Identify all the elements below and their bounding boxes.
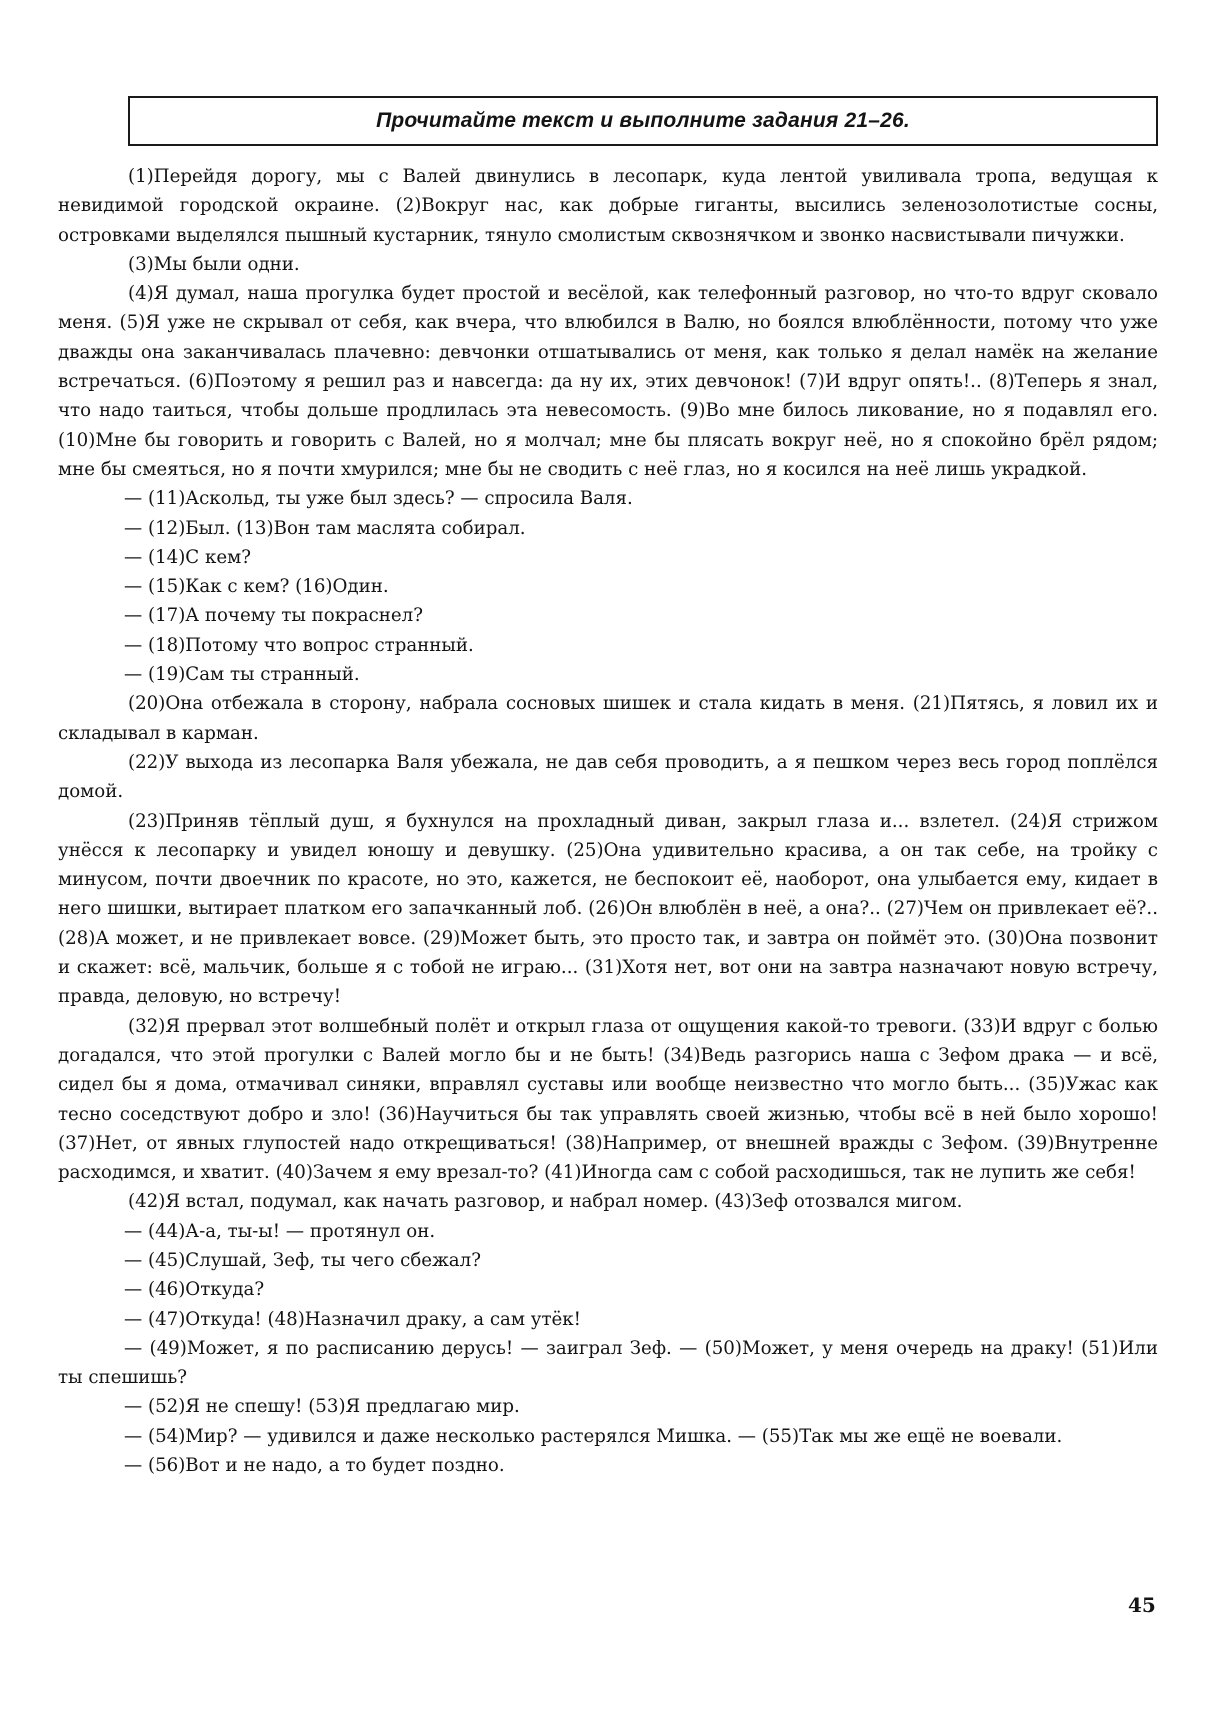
dialogue-line: — (45)Слушай, Зеф, ты чего сбежал?: [124, 1249, 481, 1271]
dialogue-line: — (17)А почему ты покраснел?: [124, 605, 423, 627]
dialogue-line: — (14)С кем?: [124, 546, 252, 568]
dialogue-line: — (49)Может, я по расписанию дерусь! — заиграл Зеф. — (50)Может, у меня очередь на драку! (51)Или ты спешишь?: [58, 1337, 1158, 1389]
dialogue-line: — (15)Как с кем? (16)Один.: [124, 576, 389, 598]
task-header-box: [128, 96, 1158, 146]
paragraph: (32)Я прервал этот волшебный полёт и открыл глаза от ощущения какой-то тревоги. (33)И вдруг с болью догадался, что этой прогулки с Валей могло бы и не быть! (34)Ведь разгорись наша с Зефом драка — и всё, сидел бы я дома, отмачивал синяки, вправлял суставы или вообще неизвестно что могло быть... (35)Ужас как тесно соседствуют добро и зло! (36)Научиться бы так управлять своей жизнью, чтобы всё в ней было хорошо! (37)Нет, от явных глупостей надо открещиваться! (38)Например, от внешней вражды с Зефом. (39)Внутренне расходимся, и хватит. (40)Зачем я ему врезал-то? (41)Иногда сам с собой расходишься, так не лупить же себя!: [58, 1015, 1158, 1184]
dialogue-line: — (44)А-а, ты-ы! — протянул он.: [124, 1220, 436, 1242]
paragraph: (1)Перейдя дорогу, мы с Валей двинулись в лесопарк, куда лентой увиливала тропа, ведущая к невидимой городской окраине. (2)Вокруг нас, как добрые гиганты, высились зеленозолотистые сосны, островками выделялся пышный кустарник, тянуло смолистым сквознячком и звонко насвистывали пичужки.: [58, 166, 1158, 246]
dialogue-line: — (56)Вот и не надо, а то будет поздно.: [124, 1455, 505, 1477]
dialogue-line: — (46)Откуда?: [124, 1279, 265, 1301]
text-body: [58, 162, 1158, 1480]
dialogue-line: — (19)Сам ты странный.: [124, 664, 360, 686]
page-number: 45: [1128, 1593, 1156, 1617]
dialogue-line: — (54)Мир? — удивился и даже несколько растерялся Мишка. — (55)Так мы же ещё не воевали.: [124, 1425, 1063, 1447]
dialogue-line: — (18)Потому что вопрос странный.: [124, 634, 474, 656]
task-header-title: Прочитайте текст и выполните задания 21–26.: [376, 109, 910, 132]
paragraph: (3)Мы были одни.: [128, 253, 300, 275]
paragraph: (20)Она отбежала в сторону, набрала сосновых шишек и стала кидать в меня. (21)Пятясь, я ловил их и складывал в карман.: [58, 693, 1158, 744]
paragraph: (42)Я встал, подумал, как начать разговор, и набрал номер. (43)Зеф отозвался мигом.: [128, 1191, 963, 1213]
paragraph: (23)Приняв тёплый душ, я бухнулся на прохладный диван, закрыл глаза и... взлетел. (24)Я стрижом унёсся к лесопарку и увидел юношу и девушку. (25)Она удивительно красива, а он так себе, на тройку с минусом, почти двоечник по красоте, но это, кажется, не беспокоит её, наоборот, она улыбается ему, кидает в него шишки, вытирает платком его запачканный лоб. (26)Он влюблён в неё, а она?.. (27)Чем он привлекает её?.. (28)А может, и не привлекает вовсе. (29)Может быть, это просто так, и завтра он поймёт это. (30)Она позвонит и скажет: всё, мальчик, больше я с тобой не играю... (31)Хотя нет, вот они на завтра назначают новую встречу, правда, деловую, но встречу!: [58, 810, 1158, 1008]
paragraph: (4)Я думал, наша прогулка будет простой и весёлой, как телефонный разговор, но что-то вдруг сковало меня. (5)Я уже не скрывал от себя, как вчера, что влюбился в Валю, но боялся влюблённости, потому что уже дважды она заканчивалась плачевно: девчонки отшатывались от меня, как только я делал намёк на желание встречаться. (6)Поэтому я решил раз и навсегда: да ну их, этих девчонок! (7)И вдруг опять!.. (8)Теперь я знал, что надо таиться, чтобы дольше продлилась эта невесомость. (9)Во мне билось ликование, но я подавлял его. (10)Мне бы говорить и говорить с Валей, но я молчал; мне бы плясать вокруг неё, но я спокойно брёл рядом; мне бы смеяться, но я почти хмурился; мне бы не сводить с неё глаз, но я косился на неё лишь украдкой.: [58, 283, 1158, 480]
dialogue-line: — (11)Аскольд, ты уже был здесь? — спросила Валя.: [124, 488, 633, 510]
paragraph: (22)У выхода из лесопарка Валя убежала, не дав себя проводить, а я пешком через весь город поплёлся домой.: [58, 751, 1158, 803]
dialogue-line: — (12)Был. (13)Вон там маслята собирал.: [124, 517, 526, 539]
dialogue-line: — (52)Я не спешу! (53)Я предлагаю мир.: [124, 1396, 520, 1418]
dialogue-line: — (47)Откуда! (48)Назначил драку, а сам утёк!: [124, 1308, 581, 1330]
